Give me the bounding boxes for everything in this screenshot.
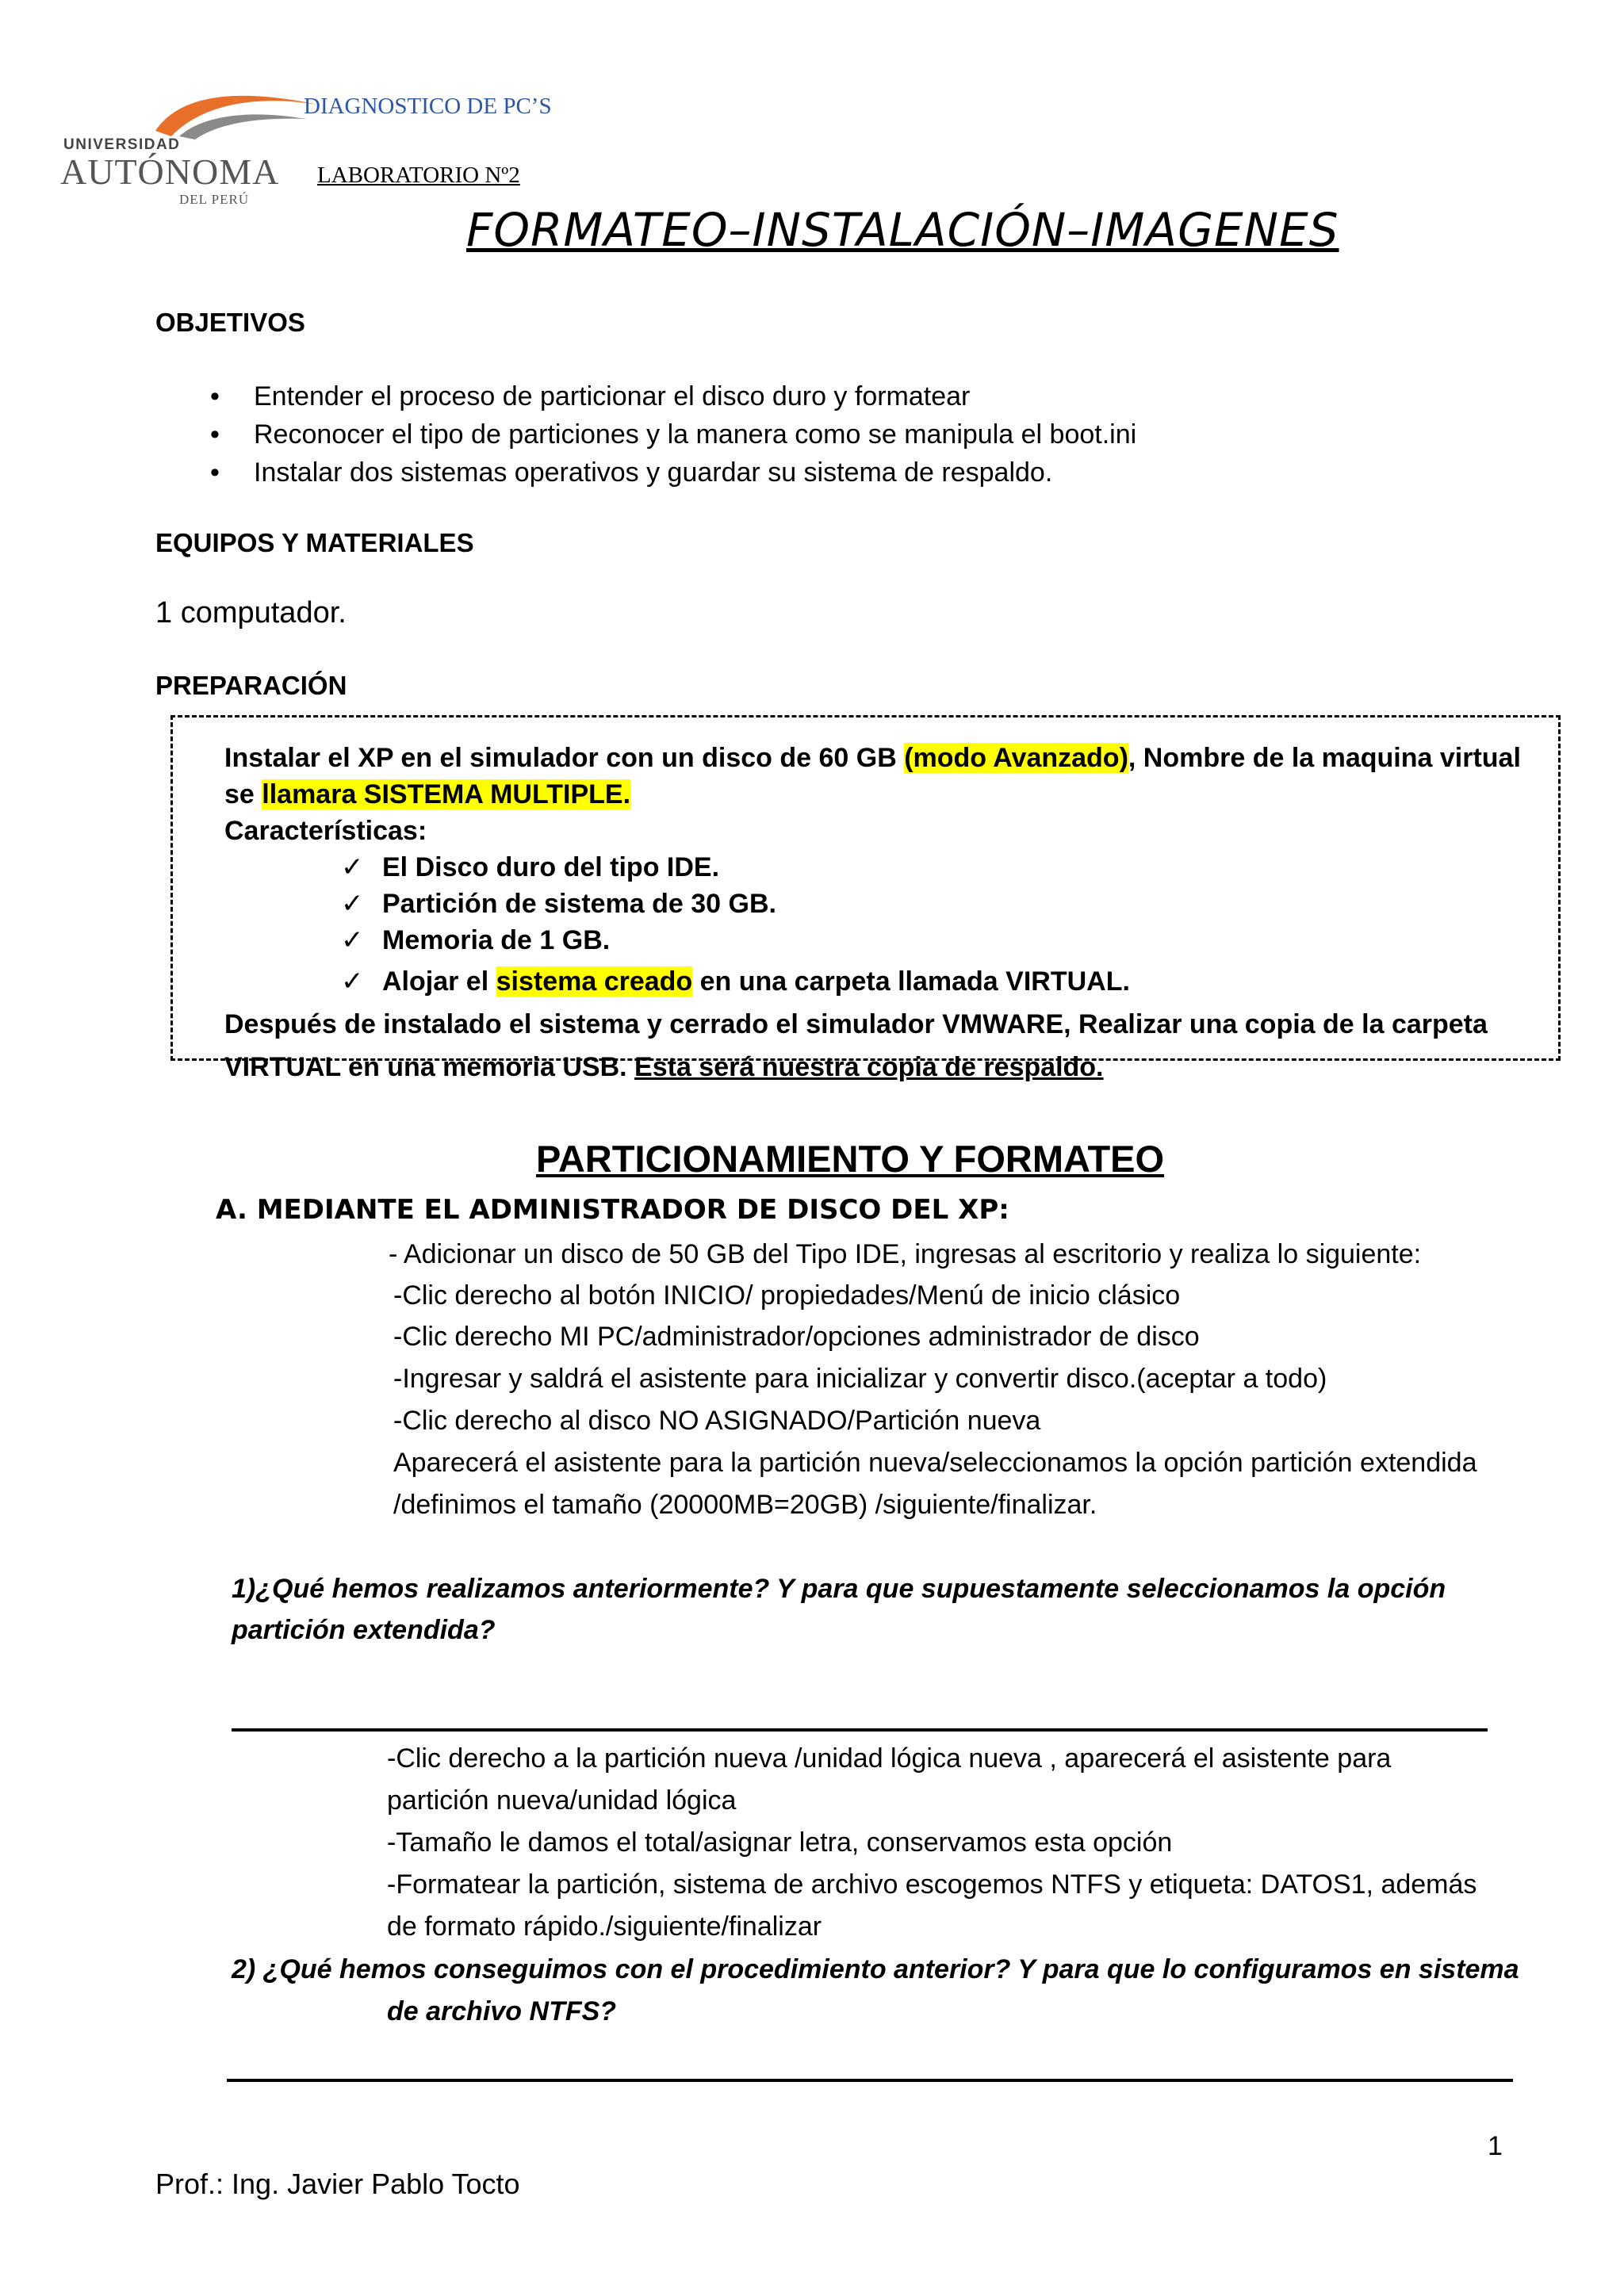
question-2-line-1: 2) ¿Qué hemos conseguimos con el procedimiento anterior? Y para que lo configuramos en sistema (232, 1954, 1519, 1984)
answer-line-2 (227, 2079, 1513, 2082)
question-2-line-2: de archivo NTFS? (387, 1996, 617, 2026)
step-line: -Clic derecho al botón INICIO/ propiedades/Menú de inicio clásico (393, 1280, 1181, 1311)
step-line: -Clic derecho a la partición nueva /unidad lógica nueva , aparecerá el asistente para (387, 1743, 1392, 1774)
logo-text-autonoma: AUTÓNOMA (60, 151, 280, 192)
step-line: -Clic derecho al disco NO ASIGNADO/Partición nueva (393, 1406, 1041, 1436)
step-line: - Adicionar un disco de 50 GB del Tipo IDE, ingresas al escritorio y realiza lo siguiente: (389, 1239, 1422, 1269)
step-line: -Tamaño le damos el total/asignar letra, conservamos esta opción (387, 1827, 1173, 1858)
preparacion-heading: PREPARACIÓN (155, 671, 347, 700)
prep-line-2: se llamara SISTEMA MULTIPLE. (224, 779, 631, 809)
checkmark-icon: ✓ (341, 852, 364, 882)
university-logo (60, 87, 280, 207)
step-line: /definimos el tamaño (20000MB=20GB) /siguiente/finalizar. (393, 1490, 1097, 1520)
step-line: -Formatear la partición, sistema de archivo escogemos NTFS y etiqueta: DATOS1, además (387, 1869, 1477, 1900)
check-item: ✓ Alojar el sistema creado en una carpeta llamada VIRTUAL. (382, 961, 1130, 1002)
bullet-icon: • (210, 419, 220, 450)
respaldo-note: Esta será nuestra copia de respaldo. (634, 1052, 1104, 1082)
step-line: -Ingresar y saldrá el asistente para inicializar y convertir disco.(aceptar a todo) (393, 1364, 1327, 1394)
prep-line-1: Instalar el XP en el simulador con un disco de 60 GB (modo Avanzado), Nombre de la maquina virtual (224, 743, 1521, 773)
checkmark-icon: ✓ (341, 925, 364, 955)
step-line: Aparecerá el asistente para la partición nueva/seleccionamos la opción partición extendida (393, 1448, 1477, 1478)
answer-line-1 (232, 1728, 1488, 1732)
list-item: • Entender el proceso de particionar el disco duro y formatear (254, 377, 1136, 415)
logo-text-del-peru: DEL PERÚ (179, 192, 250, 207)
logo-swoosh-icon (147, 87, 322, 143)
highlight-nombre: llamara SISTEMA MULTIPLE. (262, 779, 631, 809)
course-name: DIAGNOSTICO DE PC’S (304, 94, 552, 119)
highlight-modo-avanzado: (modo Avanzado) (904, 743, 1128, 773)
bullet-icon: • (210, 457, 220, 488)
check-item: ✓ Memoria de 1 GB. (382, 920, 610, 961)
check-item: ✓ Partición de sistema de 30 GB. (382, 883, 776, 924)
logo-text-universidad: UNIVERSIDAD (63, 136, 181, 153)
checkmark-icon: ✓ (341, 966, 364, 997)
step-line: -Clic derecho MI PC/administrador/opciones administrador de disco (393, 1322, 1200, 1352)
objetivos-heading: OBJETIVOS (155, 308, 305, 337)
page-title: FORMATEO–INSTALACIÓN–IMAGENES (466, 203, 1339, 257)
page-number: 1 (1488, 2131, 1503, 2161)
equipos-text: 1 computador. (155, 596, 347, 629)
prep-after-2: VIRTUAL en una memoria USB. Esta será nuestra copia de respaldo. (224, 1052, 1104, 1082)
subsection-heading: A. MEDIANTE EL ADMINISTRADOR DE DISCO DEL XP: (216, 1194, 1009, 1226)
section-heading: PARTICIONAMIENTO Y FORMATEO (536, 1138, 1165, 1180)
lab-number: LABORATORIO Nº2 (317, 163, 520, 188)
list-item: • Instalar dos sistemas operativos y guardar su sistema de respaldo. (254, 453, 1136, 492)
checkmark-icon: ✓ (341, 889, 364, 919)
objetivos-list (210, 377, 1137, 492)
step-line: partición nueva/unidad lógica (387, 1785, 737, 1816)
question-1-line-2: partición extendida? (232, 1615, 496, 1645)
prep-after-1: Después de instalado el sistema y cerrado el simulador VMWARE, Realizar una copia de la carpeta (224, 1009, 1488, 1039)
equipos-heading: EQUIPOS Y MATERIALES (155, 528, 474, 557)
highlight-sistema-creado: sistema creado (496, 966, 693, 997)
check-item: ✓ El Disco duro del tipo IDE. (382, 847, 719, 888)
list-item: • Reconocer el tipo de particiones y la manera como se manipula el boot.ini (254, 415, 1136, 453)
professor-name: Prof.: Ing. Javier Pablo Tocto (155, 2168, 520, 2200)
caracteristicas-label: Características: (224, 816, 427, 846)
question-1-line-1: 1)¿Qué hemos realizamos anteriormente? Y para que supuestamente seleccionamos la opción (232, 1574, 1446, 1604)
bullet-icon: • (210, 381, 220, 411)
step-line: de formato rápido./siguiente/finalizar (387, 1911, 822, 1942)
